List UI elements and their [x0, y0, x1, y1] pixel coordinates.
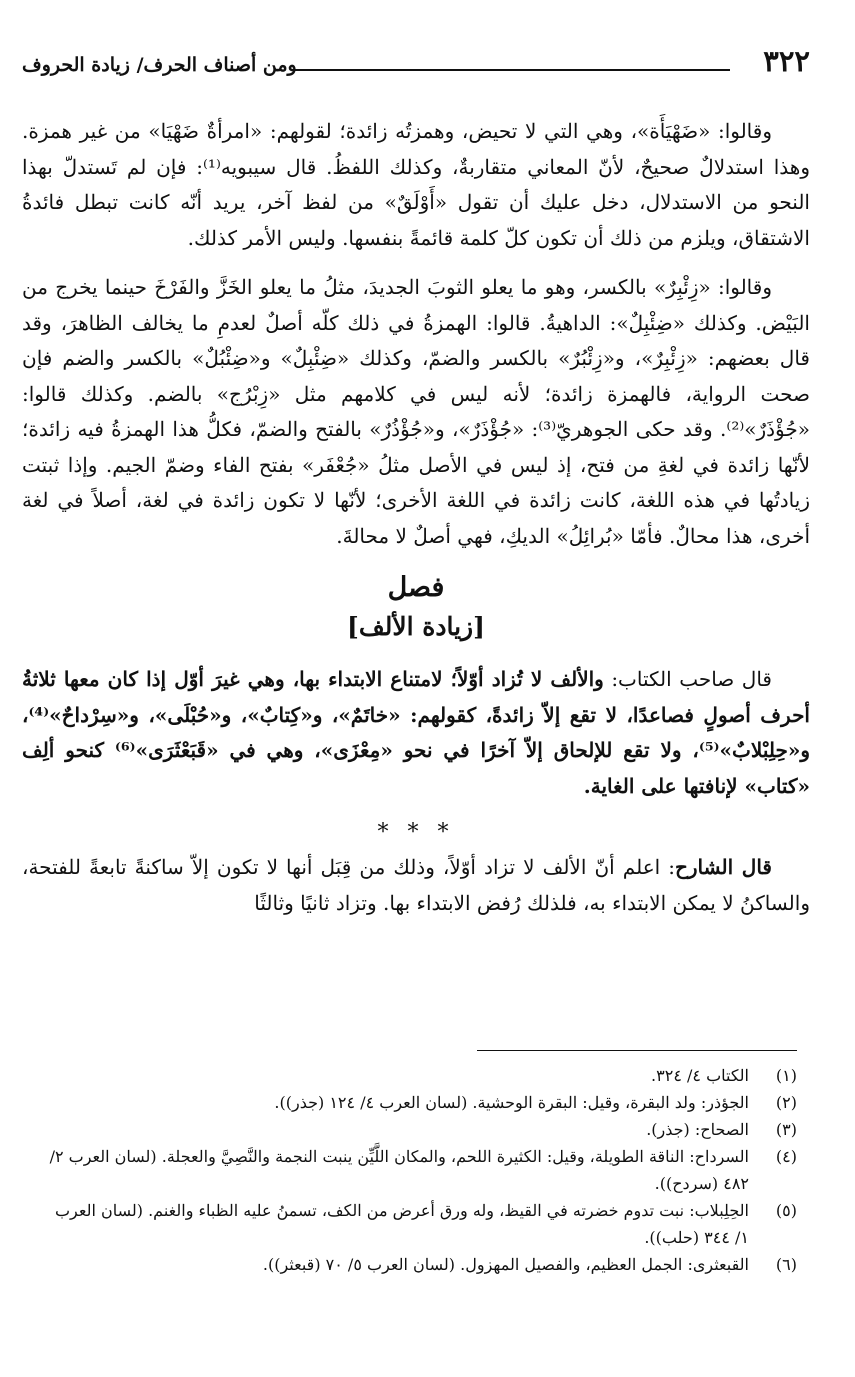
page-number: ٣٢٢: [763, 44, 810, 78]
section-heading: فصل: [387, 572, 445, 603]
paragraph: وقالوا: «ضَهْيَأَة»، وهي التي لا تحيض، وهمزتُه زائدة؛ لقولهم: «امرأةٌ ضَهْيَا» من غير همزة. وهذا استدلالٌ صحيحٌ، لأنّ المعاني متقاربةٌ، وكذلك اللفظُ. قال سيبويه⁽¹⁾: فإن لم تَستدلّ بهذا النحو من الاستدلال، دخل عليك أن تقول «أَوْلَقٌ» من لفظ آخر، يريد أنّه كانت تبطل فائدةُ الاشتقاق، ويلزم من ذلك أن تكون كلّ كلمة قائمةً بنفسها. وليس الأمر كذلك.: [22, 119, 811, 250]
matn-lead: قال صاحب الكتاب:: [603, 667, 772, 691]
footnote: [45, 1143, 797, 1197]
footnote: [45, 1251, 797, 1278]
footnote-number: (١): [775, 1066, 797, 1085]
footnote-number: (٣): [775, 1120, 797, 1139]
running-title: ومن أصناف الحرف/ زيادة الحروف: [22, 54, 297, 76]
footnote-number: (٦): [775, 1255, 797, 1274]
paragraph: وقالوا: «زِئْبِرٌ» بالكسر، وهو ما يعلو الثوبَ الجديدَ، مثلُ ما يعلو الخَزَّ والفَرْخَ حينما يخرج من البَيْض. وكذلك «ضِئْبِلٌ»: الداهيةُ. قالوا: الهمزةُ في ذلك كلّه أصلٌ لعدمِ ما يخالف الظاهرَ، وقد قال بعضهم: «زِئْبِرٌ»، و«زِئْبُرٌ» بالكسر والضمّ، وكذلك «ضِئْبِلٌ» و«ضِئْبُلٌ» بالكسر والضم فإن صحت الرواية، فالهمزة زائدة؛ لأنه ليس في كلامهم مثل «زِبْرُج» بالضم. وكذلك قالوا: «جُؤْذَرٌ»⁽²⁾. وقد حكى الجوهريّ⁽³⁾: «جُؤْذَرٌ»، و«جُؤْذُرٌ» بالفتح والضمّ، فكلُّ هذا الهمزةُ فيه زائدة؛ لأنّها زائدة في لغةِ من فتح، إذ ليس في الأصل مثلُ «جُعْفَر» بفتح الفاء وضمّ الجيم. وإذا ثبتت زيادتُها في هذه اللغة، كانت زائدة في اللغة الأخرى؛ لأنّها لا تكون زائدة في لغة، أصلاً في لغة أخرى، هذا محالٌ. فأمّا «بُرائِلُ» الديكِ، فهي أصلٌ لا محالةَ.: [22, 275, 810, 548]
matn-text: والألف لا تُزاد أوّلاً؛ لامتناع الابتداء بها، وهي غيرَ أوّل إذا كان معها ثلاثةُ أحرف أصولٍ فصاعدًا، لا تقع إلاّ زائدةً، كقولهم: «خاتَمٌ»، و«كِتابٌ»، و«حُبْلَى»، و«سِرْداحٌ»⁽⁴⁾، و«حِلِبْلابٌ»⁽⁵⁾، ولا تقع للإلحاق إلاّ آخرًا في نحو «مِعْزَى»، وهي في «قَبَعْثَرَى»⁽⁶⁾ كنحو ألِف «كتاب» لإنافتها على الغاية.: [22, 667, 810, 798]
footnote-text: الكتاب ٤/ ٣٢٤.: [651, 1066, 749, 1085]
footnote-number: (٤): [775, 1147, 797, 1166]
main-text: [22, 114, 810, 935]
matn-paragraph: [22, 662, 810, 804]
section-subheading: [زيادة الألف]: [347, 612, 485, 641]
footnote: [45, 1089, 797, 1116]
footnote: [45, 1062, 797, 1089]
footnotes: [45, 1062, 797, 1278]
sharh-paragraph: [22, 850, 810, 921]
separator-stars: * * *: [377, 820, 455, 845]
footnote-rule: [477, 1050, 797, 1051]
footnote-text: السرداح: الناقة الطويلة، وقيل: الكثيرة اللحم، والمكان اللَّيِّن ينبت النجمة والنَّصِيَّ والعجلة. (لسان العرب ٢/ ٤٨٢ (سردح)).: [49, 1147, 749, 1193]
footnote-text: القبعثرى: الجمل العظيم، والفصيل المهزول. (لسان العرب ٥/ ٧٠ (قبعثر)).: [262, 1255, 749, 1274]
running-header: [22, 44, 810, 84]
footnote: [45, 1197, 797, 1251]
footnote-text: الصحاح: (جذر).: [646, 1120, 749, 1139]
sharh-lead: قال الشارح: [674, 855, 772, 879]
footnote: [45, 1116, 797, 1143]
footnote-number: (٥): [775, 1201, 797, 1220]
header-rule: [292, 69, 730, 71]
footnote-text: الجؤذر: ولد البقرة، وقيل: البقرة الوحشية. (لسان العرب ٤/ ١٢٤ (جذر)).: [274, 1093, 749, 1112]
footnote-text: الحِلِبلاب: نبت تدوم خضرته في القيظ، وله ورق أعرض من الكف، تسمنُ عليه الظباء والغنم. (لسان العرب ١/ ٣٤٤ (حلب)).: [54, 1201, 749, 1247]
sharh-text: : اعلم أنّ الألف لا تزاد أوّلاً، وذلك من قِبَل أنها لا تكون إلاّ ساكنةً تابعةً للفتحة، والساكنُ لا يمكن الابتداء به، فلذلك رُفض الابتداء بها. وتزاد ثانيًا وثالثًا: [22, 855, 810, 915]
footnote-number: (٢): [775, 1093, 797, 1112]
